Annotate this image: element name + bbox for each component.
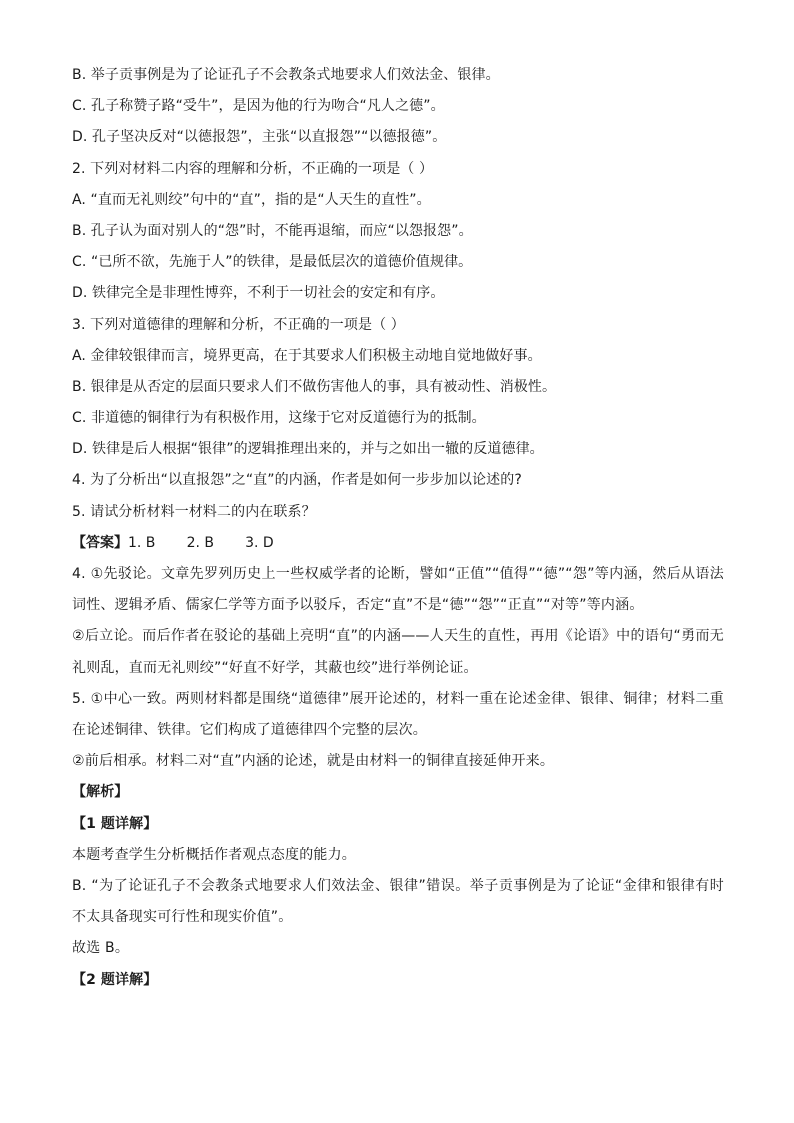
answer-4-part-2: ②后立论。而后作者在驳论的基础上亮明“直”的内涵——人天生的直性，再用《论语》中的语句“勇而无礼则乱，直而无礼则绞”“好直不好学，其蔽也绞”进行举例论证。	[72, 628, 724, 676]
option-d-q1: D. 孔子坚决反对“以德报怨”，主张“以直报怨”“以德报德”。	[72, 129, 447, 146]
option-d-q3: D. 铁律是后人根据“银律”的逻辑推理出来的，并与之如出一辙的反道德律。	[72, 441, 544, 458]
option-c-q3: C. 非道德的铜律行为有积极作用，这缘于它对反道德行为的抵制。	[72, 410, 486, 427]
detail-1-intro: 本题考查学生分析概括作者观点态度的能力。	[72, 846, 356, 863]
answer-4-part-1: 4. ①先驳论。文章先罗列历史上一些权威学者的论断，譬如“正值”“值得”“德”“怨”等内涵，然后从语法词性、逻辑矛盾、儒家仁学等方面予以驳斥，否定“直”不是“德”“怨”“正直”“对等”等内涵。	[72, 566, 724, 614]
option-d-q2: D. 铁律完全是非理性博弈，不利于一切社会的安定和有序。	[72, 285, 445, 302]
option-b-q1: B. 举子贡事例是为了论证孔子不会教条式地要求人们效法金、银律。	[72, 67, 500, 83]
detail-1-heading: 【1 题详解】	[72, 815, 158, 832]
answer-row	[72, 528, 724, 559]
detail-1-conclusion: 故选 B。	[72, 940, 130, 957]
option-a-q3: A. 金律较银律而言，境界更高，在于其要求人们积极主动地自觉地做好事。	[72, 347, 542, 364]
option-b-q3: B. 银律是从否定的层面只要求人们不做伤害他人的事，具有被动性、消极性。	[72, 378, 557, 395]
answer-values: 1. B 2. B 3. D	[128, 534, 274, 551]
option-c-q1: C. 孔子称赞子路“受牛”，是因为他的行为吻合“凡人之德”。	[72, 98, 445, 115]
answer-5-part-2: ②前后相承。材料二对“直”内涵的论述，就是由材料一的铜律直接延伸开来。	[72, 753, 555, 770]
option-b-q2: B. 孔子认为面对别人的“怨”时，不能再退缩，而应“以怨报怨”。	[72, 222, 473, 239]
option-c-q2: C. “已所不欲，先施于人”的铁律，是最低层次的道德价值规律。	[72, 254, 473, 271]
question-2: 2. 下列对材料二内容的理解和分析，不正确的一项是（ ）	[72, 160, 434, 177]
analysis-heading: 【解析】	[72, 784, 129, 801]
option-a-q2: A. “直而无礼则绞”句中的“直”，指的是“人天生的直性”。	[72, 191, 431, 208]
document-content	[72, 60, 724, 996]
detail-2-heading: 【2 题详解】	[72, 971, 158, 988]
detail-1-explanation: B. “为了论证孔子不会教条式地要求人们效法金、银律”错误。举子贡事例是为了论证“金律和银律有时不太具备现实可行性和现实价值”。	[72, 878, 724, 926]
question-5: 5. 请试分析材料一材料二的内在联系？	[72, 503, 316, 520]
question-4: 4. 为了分析出“以直报怨”之“直”的内涵，作者是如何一步步加以论述的?	[72, 472, 522, 489]
answer-label: 【答案】	[72, 534, 128, 551]
question-3: 3. 下列对道德律的理解和分析，不正确的一项是（ ）	[72, 316, 405, 333]
answer-5-part-1: 5. ①中心一致。两则材料都是围绕“道德律”展开论述的，材料一重在论述金律、银律、铜律；材料二重在论述铜律、铁律。它们构成了道德律四个完整的层次。	[72, 690, 724, 739]
